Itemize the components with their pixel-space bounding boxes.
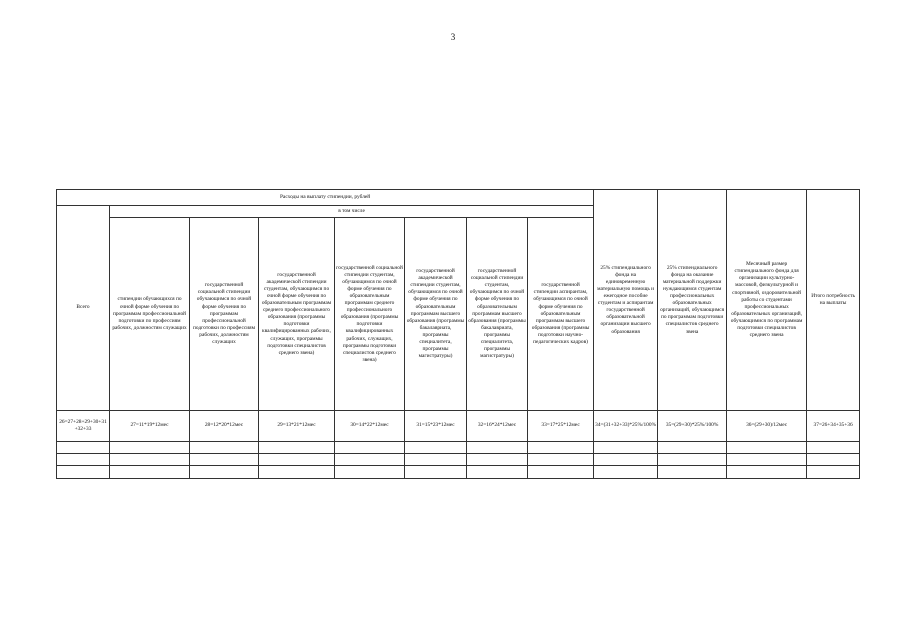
col-header-spo-social-stipend: государственной социальной стипендии студентам, обучающимся по очной форме обучения по образовательным программам среднего профессионального образования (программы подготовки квалифицированных рабочих, служащих, программы подготовки специалистов среднего звена) — [335, 218, 405, 411]
col-header-financial-aid-higher: 25% стипендиального фонда на единовременную материальную помощь и ежегодное пособие студентам и аспирантам государственной образовательной организации высшего образования — [594, 190, 658, 411]
formula-cell: 28=12*20*12мес — [190, 411, 259, 441]
expenses-header: Расходы на выплату стипендии, рублей — [57, 190, 594, 206]
col-header-higher-academic-stipend: государственной академической стипендии студентам, обучающимся по очной форме обучения по образовательным программам высшего образования (программы бакалавриата, программы специалитета, программы магистратуры) — [405, 218, 467, 411]
table-row — [57, 411, 860, 441]
formula-cell: 36=(29+30)/12мес — [727, 411, 807, 441]
col-header-total: Всего — [57, 205, 110, 411]
formula-cell: 30=14*22*12мес — [335, 411, 405, 441]
formula-cell: 35=(29+30)*25%/100% — [658, 411, 727, 441]
col-header-cultural-fund: Месячный размер стипендиального фонда для организации культурно-массовой, физкультурной и спортивной, оздоровительной работы со студентами профессиональных образовательных организаций, обучающимися по программам подготовки специалистов среднего звена — [727, 190, 807, 411]
table-row-empty — [57, 466, 860, 479]
formula-cell: 29=13*21*12мес — [259, 411, 335, 441]
including-header: в том числе — [110, 205, 594, 217]
col-header-total-need: Итого потребность на выплаты — [807, 190, 860, 411]
col-header-higher-social-stipend: государственной социальной стипендии студентам, обучающимся по очной форме обучения по образовательным программам высшего образования (программы бакалавриата, программы специалитета, программы магистратуры) — [467, 218, 528, 411]
formula-cell: 32=16*24*12мес — [467, 411, 528, 441]
col-header-vocational-training-stipend: стипендии обучающихся по очной форме обучения по программам профессиональной подготовки по профессиям рабочих, должностям служащих — [110, 218, 190, 411]
col-header-spo-academic-stipend: государственной академической стипендии студентам, обучающимся по очной форме обучения по образовательным программам среднего профессионального образования (программы подготовки квалифицированных рабочих, служащих, программы подготовки специалистов среднего звена) — [259, 218, 335, 411]
stipend-expenses-table — [56, 189, 860, 479]
col-header-vocational-social-stipend: государственной социальной стипендии обучающимся по очной форме обучения по программам профессиональной подготовки по профессиям рабочих, должностям служащих — [190, 218, 259, 411]
col-header-postgraduate-stipend: государственной стипендии аспирантам, обучающимся по очной форме обучения по образовательным программам высшего образования (программы подготовки научно-педагогических кадров) — [528, 218, 594, 411]
formula-cell: 31=15*23*12мес — [405, 411, 467, 441]
formula-cell: 26=27+28+29+30+31+32+33 — [57, 411, 110, 441]
formula-cell: 33=17*25*12мес — [528, 411, 594, 441]
formula-cell: 37=26+34+35+36 — [807, 411, 860, 441]
formula-cell: 34=(31+32+33)*25%/100% — [594, 411, 658, 441]
col-header-financial-support-spo: 25% стипендиального фонда на оказание материальной поддержки нуждающимся студентам профессиональных образовательных организаций, обучающимся по программам подготовки специалистов среднего звена — [658, 190, 727, 411]
page-number: 3 — [450, 32, 456, 42]
formula-cell: 27=11*19*12мес — [110, 411, 190, 441]
table-row-empty — [57, 441, 860, 453]
table-row-empty — [57, 454, 860, 466]
